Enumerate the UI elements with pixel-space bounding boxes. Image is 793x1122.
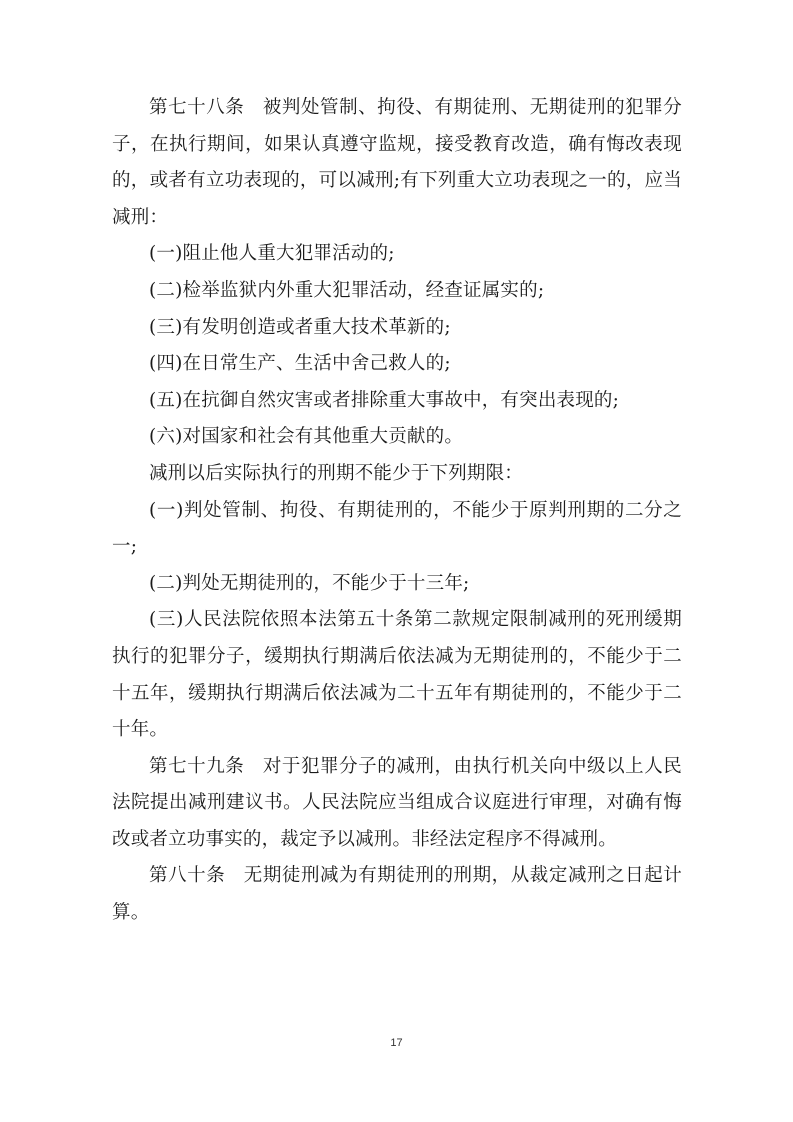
- limit-item-2: (二)判处无期徒刑的，不能少于十三年;: [149, 572, 470, 594]
- article-78-paragraph: [112, 90, 682, 236]
- limit-item-3: (三)人民法院依照本法第五十条第二款规定限制减刑的死刑缓期执行的犯罪分子，缓期执行期满后依法减为无期徒刑的，不能少于二十五年，缓期执行期满后依法减为二十五年有期徒刑的，不能少于二十年。: [112, 609, 682, 741]
- article-78-item-3: (三)有发明创造或者重大技术革新的;: [149, 316, 451, 338]
- article-78-item-6: (六)对国家和社会有其他重大贡献的。: [149, 426, 464, 448]
- article-78-body: 被判处管制、拘役、有期徒刑、无期徒刑的犯罪分子，在执行期间，如果认真遵守监规，接受教育改造，确有悔改表现的，或者有立功表现的，可以减刑;有下列重大立功表现之一的，应当减刑：: [112, 97, 682, 228]
- article-78-item-2: (二)检举监狱内外重大犯罪活动，经查证属实的;: [149, 279, 545, 301]
- article-79-paragraph: [112, 749, 682, 859]
- article-78-number: 第七十八条: [149, 97, 245, 118]
- article-80-number: 第八十条: [149, 865, 226, 887]
- article-78-item-1: (一)阻止他人重大犯罪活动的;: [149, 243, 395, 265]
- article-80-body: 无期徒刑减为有期徒刑的刑期，从裁定减刑之日起计算。: [112, 865, 682, 924]
- limit-item-1: (一)判处管制、拘役、有期徒刑的，不能少于原判刑期的二分之一;: [112, 499, 682, 558]
- limits-intro: 减刑以后实际执行的刑期不能少于下列期限：: [149, 462, 524, 484]
- article-78-item-5: (五)在抗御自然灾害或者排除重大事故中，有突出表现的;: [149, 389, 620, 411]
- page-number: 17: [390, 1037, 403, 1049]
- article-79-number: 第七十九条: [149, 755, 245, 777]
- article-79-body: 对于犯罪分子的减刑，由执行机关向中级以上人民法院提出减刑建议书。人民法院应当组成合议庭进行审理，对确有悔改或者立功事实的，裁定予以减刑。非经法定程序不得减刑。: [112, 755, 682, 850]
- article-80-paragraph: [112, 858, 682, 931]
- document-body: [112, 90, 682, 932]
- article-78-item-4: (四)在日常生产、生活中舍己救人的;: [149, 353, 451, 375]
